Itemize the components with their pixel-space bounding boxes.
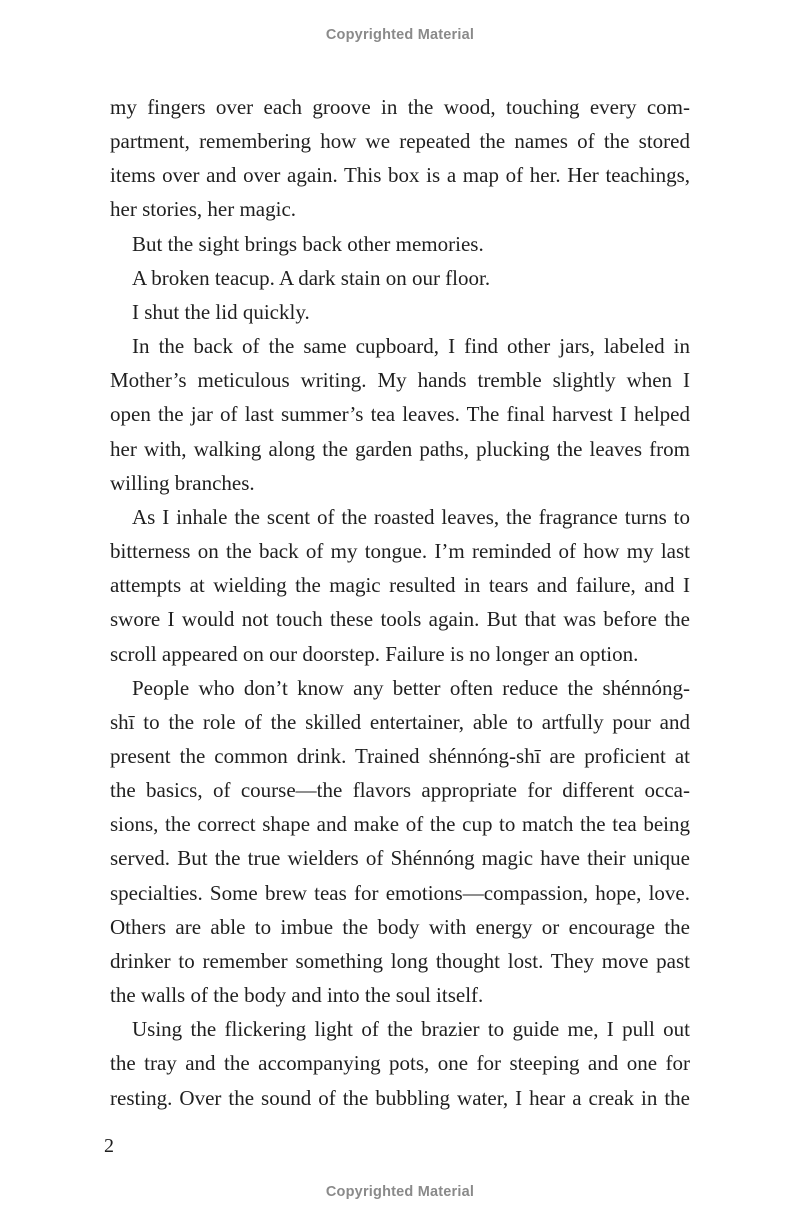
text-line: present the common drink. Trained shénnóng-shī are proficient at: [110, 743, 690, 768]
text-line: Mother’s meticulous writing. My hands tremble slightly when I: [110, 368, 690, 393]
text-line: specialties. Some brew teas for emotions—compassion, hope, love.: [110, 880, 690, 905]
text-line: served. But the true wielders of Shénnóng magic have their unique: [110, 846, 690, 871]
text-line: sions, the correct shape and make of the cup to match the tea being: [110, 812, 690, 837]
text-line: items over and over again. This box is a map of her. Her teachings,: [110, 163, 690, 188]
copyright-notice-bottom: Copyrighted Material: [325, 1184, 475, 1200]
text-line: her stories, her magic.: [110, 197, 297, 222]
copyright-notice-top: Copyrighted Material: [325, 27, 475, 43]
text-line: But the sight brings back other memories.: [132, 231, 484, 256]
text-line: partment, remembering how we repeated the names of the stored: [110, 129, 690, 154]
text-line: attempts at wielding the magic resulted in tears and failure, and I: [110, 573, 690, 598]
text-line: my fingers over each groove in the wood, touching every com-: [110, 95, 690, 119]
text-line: As I inhale the scent of the roasted leaves, the fragrance turns to: [132, 504, 690, 529]
text-line: drinker to remember something long thought lost. They move past: [110, 948, 690, 973]
paragraph: [110, 90, 690, 227]
text-line: willing branches.: [110, 470, 255, 495]
text-line: the walls of the body and into the soul itself.: [110, 983, 484, 1008]
paragraph: [110, 500, 690, 671]
paragraph: [110, 227, 690, 261]
text-line: shī to the role of the skilled entertainer, able to artfully pour and: [110, 709, 690, 734]
text-line: the tray and the accompanying pots, one for steeping and one for: [110, 1051, 690, 1076]
page-number: 2: [104, 1135, 114, 1157]
text-line: Using the flickering light of the brazier to guide me, I pull out: [132, 1017, 690, 1042]
text-line: her with, walking along the garden paths, plucking the leaves from: [110, 436, 690, 461]
paragraph: [110, 1012, 690, 1114]
text-line: scroll appeared on our doorstep. Failure is no longer an option.: [110, 641, 639, 666]
text-line: People who don’t know any better often reduce the shénnóng-: [132, 675, 690, 700]
text-line: A broken teacup. A dark stain on our floor.: [132, 265, 491, 290]
paragraph: [110, 671, 690, 1013]
text-line: bitterness on the back of my tongue. I’m reminded of how my last: [110, 539, 690, 564]
text-line: the basics, of course—the flavors appropriate for different occa-: [110, 778, 690, 803]
text-line: In the back of the same cupboard, I find other jars, labeled in: [132, 334, 690, 359]
text-line: Others are able to imbue the body with energy or encourage the: [110, 914, 690, 939]
paragraph: [110, 329, 690, 500]
text-line: open the jar of last summer’s tea leaves. The final harvest I helped: [110, 402, 690, 427]
paragraph: [110, 261, 690, 295]
text-line: swore I would not touch these tools again. But that was before the: [110, 607, 690, 632]
text-line: I shut the lid quickly.: [132, 299, 310, 324]
paragraph: [110, 295, 690, 329]
text-body: [110, 90, 690, 1115]
text-line: resting. Over the sound of the bubbling water, I hear a creak in the: [110, 1085, 690, 1110]
